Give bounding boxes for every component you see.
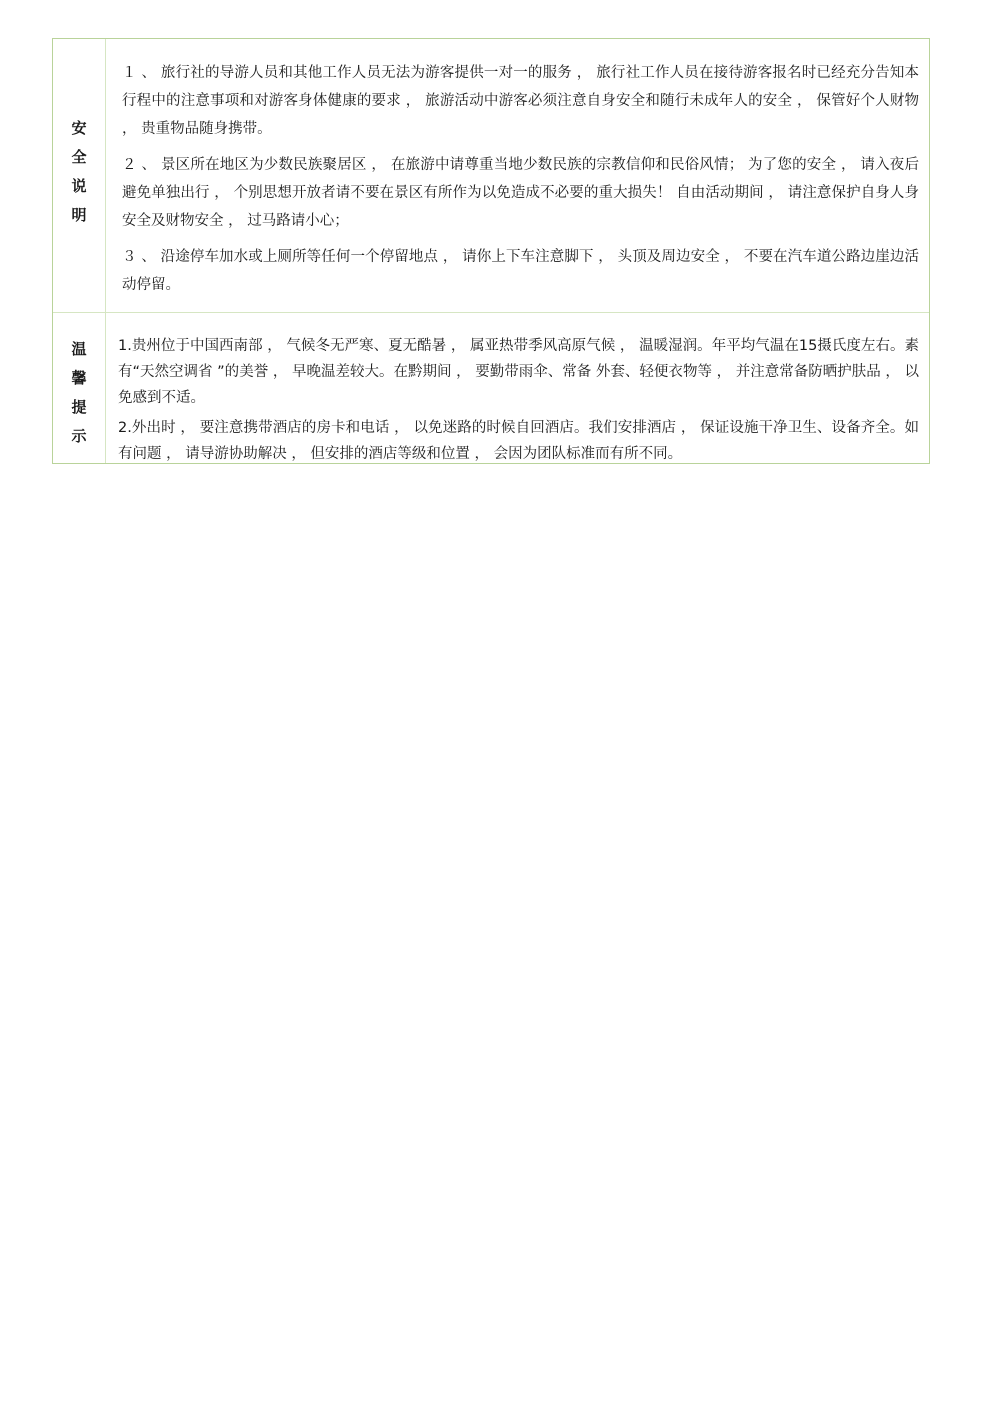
- tips-label-char: 示: [71, 427, 87, 445]
- safety-label-char: 全: [71, 147, 87, 166]
- tips-paragraph-1: 1.贵州位于中国西南部 ， 气候冬无严寒、夏无酷暑 ， 属亚热带季风高原气候 ， 温暖湿润。年平均气温在15摄氏度左右。素有“天然空调省 ”的美誉 ， 早晚温差较大。在黔期间 ， 要勤带雨伞、常备 外套、轻便衣物等 ， 并注意常备防晒护肤品 ， 以免感到不适。: [118, 338, 919, 406]
- tips-label-char: 温: [71, 340, 87, 358]
- safety-section-row: [53, 39, 929, 313]
- notice-table: [52, 38, 930, 464]
- tips-section-row: [53, 313, 929, 463]
- safety-paragraph-1: １ 、 旅行社的导游人员和其他工作人员无法为游客提供一对一的服务 ， 旅行社工作人员在接待游客报名时已经充分告知本行程中的注意事项和对游客身体健康的要求 ， 旅游活动中游客必须注意自身安全和随行未成年人的安全 ， 保管好个人财物 ， 贵重物品随身携带。: [122, 65, 919, 137]
- safety-label-char: 说: [71, 176, 87, 195]
- tips-section-label: [53, 313, 106, 463]
- safety-section-label: [53, 39, 106, 312]
- tips-section-content: [106, 313, 929, 463]
- safety-label-char: 安: [71, 118, 87, 137]
- safety-paragraph-3: ３ 、 沿途停车加水或上厕所等任何一个停留地点 ， 请你上下车注意脚下 ， 头顶及周边安全 ， 不要在汽车道公路边崖边活动停留。: [122, 249, 919, 293]
- tips-label-char: 馨: [71, 369, 87, 387]
- tips-label-char: 提: [71, 398, 87, 416]
- safety-section-content: [106, 39, 929, 312]
- tips-paragraph-2: 2.外出时 ， 要注意携带酒店的房卡和电话 ， 以免迷路的时候自回酒店。我们安排酒店 ， 保证设施干净卫生、设备齐全。如有问题 ， 请导游协助解决 ， 但安排的酒店等级和位置 ， 会因为团队标准而有所不同。: [118, 420, 919, 462]
- safety-label-char: 明: [71, 205, 87, 224]
- safety-paragraph-2: ２ 、 景区所在地区为少数民族聚居区 ， 在旅游中请尊重当地少数民族的宗教信仰和民俗风情； 为了您的安全 ， 请入夜后避免单独出行 ， 个别思想开放者请不要在景区有所作为以免造成不必要的重大损失！ 自由活动期间 ， 请注意保护自身人身安全及财物安全 ， 过马路请小心；: [122, 157, 919, 229]
